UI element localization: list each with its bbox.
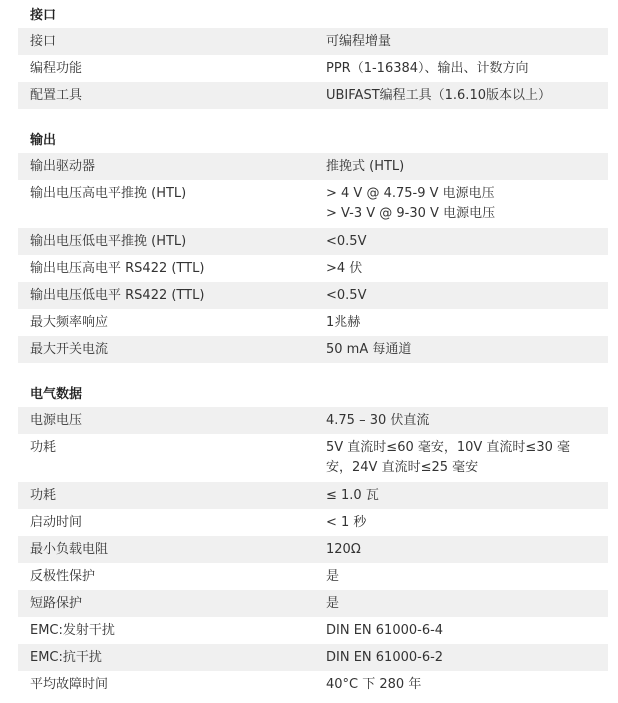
row-label: 平均故障时间 bbox=[30, 677, 109, 692]
row-label: 最小负载电阻 bbox=[30, 542, 109, 557]
row-label: 输出驱动器 bbox=[30, 159, 96, 174]
row-label: 功耗 bbox=[30, 440, 57, 455]
value-line: 50 mA 每通道 bbox=[326, 342, 412, 357]
row-value bbox=[314, 617, 608, 644]
row-value bbox=[314, 590, 608, 617]
row-value bbox=[314, 563, 608, 590]
value-line: 120Ω bbox=[326, 542, 361, 557]
row-label: 反极性保护 bbox=[30, 569, 96, 584]
value-line: 40°C 下 280 年 bbox=[326, 677, 422, 692]
section-interface bbox=[18, 4, 608, 109]
table-row bbox=[18, 434, 608, 482]
value-line: DIN EN 61000-6-2 bbox=[326, 650, 444, 665]
table-row bbox=[18, 590, 608, 617]
section-title: 输出 bbox=[30, 133, 57, 148]
row-value bbox=[314, 644, 608, 671]
value-line: >4 伏 bbox=[326, 261, 363, 276]
row-label: 输出电压低电平 RS422 (TTL) bbox=[30, 288, 205, 303]
table-row bbox=[18, 671, 608, 698]
value-line: UBIFAST编程工具（1.6.10版本以上） bbox=[326, 88, 551, 103]
spec-table bbox=[18, 28, 608, 109]
row-value bbox=[314, 482, 608, 509]
table-row bbox=[18, 563, 608, 590]
row-value bbox=[314, 309, 608, 336]
table-row bbox=[18, 336, 608, 363]
section-spacer bbox=[18, 363, 608, 383]
row-label: 电源电压 bbox=[30, 413, 83, 428]
row-value bbox=[314, 255, 608, 282]
row-value bbox=[314, 55, 608, 82]
value-line: 是 bbox=[326, 596, 340, 611]
table-row bbox=[18, 644, 608, 671]
table-row bbox=[18, 282, 608, 309]
row-value bbox=[314, 509, 608, 536]
section-output bbox=[18, 129, 608, 363]
row-label: 输出电压高电平 RS422 (TTL) bbox=[30, 261, 205, 276]
value-line: > V-3 V @ 9-30 V 电源电压 bbox=[326, 206, 496, 221]
table-row bbox=[18, 255, 608, 282]
table-row bbox=[18, 509, 608, 536]
value-line: <0.5V bbox=[326, 234, 367, 249]
row-value bbox=[314, 434, 608, 482]
row-label: 输出电压低电平推挽 (HTL) bbox=[30, 234, 187, 249]
row-label: 最大频率响应 bbox=[30, 315, 109, 330]
value-line: < 1 秒 bbox=[326, 515, 367, 530]
value-line: 是 bbox=[326, 569, 340, 584]
table-row bbox=[18, 180, 608, 228]
value-line: <0.5V bbox=[326, 288, 367, 303]
value-line: 5V 直流时≤60 毫安，10V 直流时≤30 毫 bbox=[326, 440, 570, 455]
value-line: ≤ 1.0 瓦 bbox=[326, 488, 379, 503]
row-label: 功耗 bbox=[30, 488, 57, 503]
row-label: EMC:发射干扰 bbox=[30, 623, 115, 638]
value-line: PPR（1-16384）、输出、计数方向 bbox=[326, 61, 529, 76]
value-line: DIN EN 61000-6-4 bbox=[326, 623, 444, 638]
section-title: 接口 bbox=[30, 8, 57, 23]
spec-table bbox=[18, 153, 608, 363]
row-label: 编程功能 bbox=[30, 61, 83, 76]
table-row bbox=[18, 55, 608, 82]
row-value bbox=[314, 536, 608, 563]
table-row bbox=[18, 82, 608, 109]
section-spacer bbox=[18, 109, 608, 129]
table-row bbox=[18, 482, 608, 509]
table-row bbox=[18, 536, 608, 563]
spec-table bbox=[18, 407, 608, 698]
row-value bbox=[314, 28, 608, 55]
row-value bbox=[314, 180, 608, 228]
row-label: 最大开关电流 bbox=[30, 342, 109, 357]
value-line: 推挽式 (HTL) bbox=[326, 159, 405, 174]
row-value bbox=[314, 671, 608, 698]
value-line: 安，24V 直流时≤25 毫安 bbox=[326, 460, 479, 475]
table-row bbox=[18, 228, 608, 255]
row-value bbox=[314, 228, 608, 255]
row-label: 配置工具 bbox=[30, 88, 83, 103]
row-value bbox=[314, 407, 608, 434]
row-label: 启动时间 bbox=[30, 515, 83, 530]
section-title: 电气数据 bbox=[30, 387, 83, 402]
row-value bbox=[314, 82, 608, 109]
value-line: 可编程增量 bbox=[326, 34, 392, 49]
value-line: 4.75 – 30 伏直流 bbox=[326, 413, 430, 428]
row-label: 短路保护 bbox=[30, 596, 83, 611]
table-row bbox=[18, 309, 608, 336]
table-row bbox=[18, 153, 608, 180]
table-row bbox=[18, 28, 608, 55]
table-row bbox=[18, 617, 608, 644]
value-line: 1兆赫 bbox=[326, 315, 361, 330]
row-value bbox=[314, 336, 608, 363]
row-label: 接口 bbox=[30, 34, 57, 49]
section-electrical bbox=[18, 383, 608, 698]
row-label: 输出电压高电平推挽 (HTL) bbox=[30, 186, 187, 201]
row-value bbox=[314, 282, 608, 309]
table-row bbox=[18, 407, 608, 434]
row-label: EMC:抗干扰 bbox=[30, 650, 102, 665]
value-line: > 4 V @ 4.75-9 V 电源电压 bbox=[326, 186, 495, 201]
row-value bbox=[314, 153, 608, 180]
